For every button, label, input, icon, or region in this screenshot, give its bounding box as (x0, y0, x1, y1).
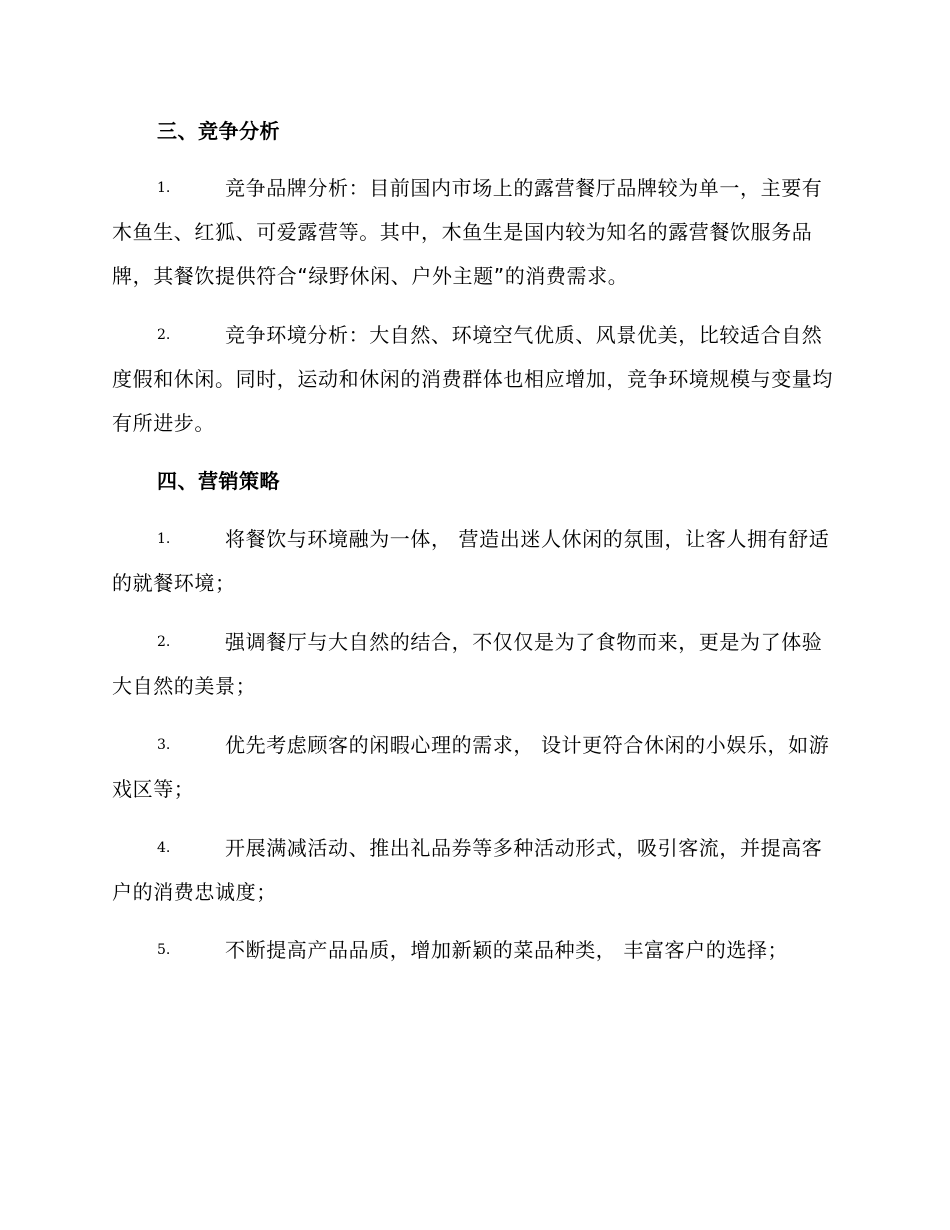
list-item-strategy-2 (112, 620, 840, 708)
list-item-competitor-brands (112, 166, 840, 298)
list-item-strategy-3 (112, 723, 840, 811)
list-item-number: 2. (157, 634, 171, 650)
list-item-text: 将餐饮与环境融为一体， 营造出迷人休闲的氛围，让客人拥有舒适的就餐环境； (112, 527, 830, 595)
list-item-number: 4. (157, 840, 171, 856)
list-item-number: 1. (157, 180, 171, 196)
section-heading-competition-analysis: 三、竞争分析 (157, 119, 280, 143)
list-item-number: 2. (157, 327, 171, 343)
list-item-text: 开展满减活动、推出礼品券等多种活动形式，吸引客流，并提高客户的消费忠诚度； (112, 836, 823, 904)
list-item-text: 竞争品牌分析：目前国内市场上的露营餐厅品牌较为单一，主要有木鱼生、红狐、可爱露营等。其中，木鱼生是国内较为知名的露营餐饮服务品牌，其餐饮提供符合“绿野休闲、户外主题”的消费需求。 (112, 176, 823, 288)
section-heading-marketing-strategy: 四、营销策略 (157, 469, 280, 493)
list-item-text: 优先考虑顾客的闲暇心理的需求， 设计更符合休闲的小娱乐，如游戏区等； (112, 733, 830, 801)
list-item-number: 3. (157, 737, 171, 753)
list-item-number: 5. (157, 942, 171, 958)
list-item-competitive-environment (112, 313, 840, 445)
list-item-strategy-4 (112, 826, 840, 914)
list-item-text: 竞争环境分析：大自然、环境空气优质、风景优美，比较适合自然度假和休闲。同时，运动和休闲的消费群体也相应增加，竞争环境规模与变量均有所进步。 (112, 323, 833, 435)
list-item-number: 1. (157, 531, 171, 547)
list-item-text: 强调餐厅与大自然的结合，不仅仅是为了食物而来，更是为了体验大自然的美景； (112, 630, 823, 698)
list-item-text: 不断提高产品品质，增加新颖的菜品种类， 丰富客户的选择； (225, 938, 789, 962)
list-item-strategy-1 (112, 517, 840, 605)
list-item-strategy-5 (112, 928, 840, 972)
